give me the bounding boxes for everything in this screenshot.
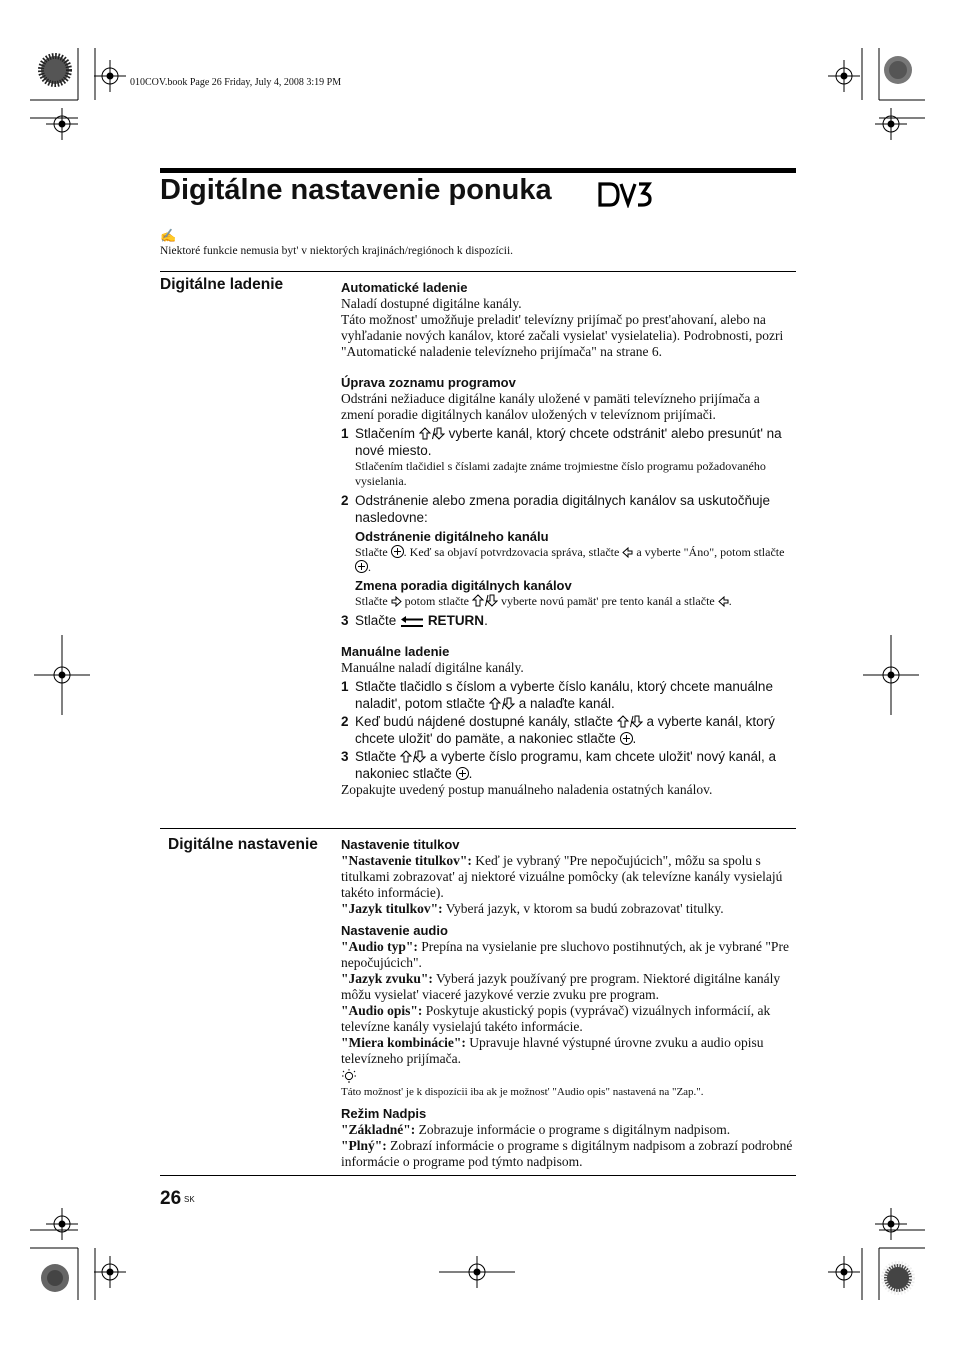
- tip-lightbulb-icon: [341, 1068, 357, 1085]
- tip-text: Táto možnost' je k dispozícii iba ak je možnost' "Audio opis" nastavená na "Zap.".: [341, 1086, 704, 1098]
- edit-step-1-note: Stlačením tlačidiel s číslami zadajte známe trojmiestne číslo programu požadovaného vysielania.: [355, 459, 766, 488]
- caption-mode-item-1: "Základné": Zobrazuje informácie o programe s digitálnym nadpisom.: [341, 1122, 731, 1137]
- ok-button-icon: [620, 732, 633, 745]
- caption-mode-item-2: "Plný": Zobrazí informácie o programe s digitálnym nadpisom a zobrazí podrobné informácie o programe pod týmto nadpisom.: [341, 1138, 793, 1169]
- left-arrow-icon: [622, 547, 633, 558]
- left-arrow-icon: [718, 596, 729, 607]
- ok-button-icon: [456, 767, 469, 780]
- print-header-line: 010COV.book Page 26 Friday, July 4, 2008 3:19 PM: [130, 77, 342, 88]
- up-down-arrow-icon: [419, 427, 445, 440]
- manual-step-2: 2 Keď budú nájdené dostupné kanály, stlačte a vyberte kanál, ktorý chcete uložit' do pamäte, a nakoniec stlačte .: [341, 714, 775, 746]
- auto-tuning-para: Táto možnost' umožňuje preladit' televízny prijímač po prest'ahovaní, alebo na vyhľadanie nových kanálov, ktoré začali vysielat' vysielatelia). Podrobnosti, pozri "Automatické naladenie televízneho prijímača" na strane 6.: [341, 312, 784, 359]
- remove-channel-text: Stlačte . Keď sa objaví potvrdzovacia správa, stlačte a vyberte "Áno", potom stlačte .: [355, 545, 785, 574]
- right-arrow-icon: [391, 596, 402, 607]
- up-down-arrow-icon: [400, 750, 426, 763]
- divider: [160, 271, 796, 272]
- audio-setup-title: Nastavenie audio: [341, 923, 448, 938]
- audio-setup-item-3: "Audio opis": Poskytuje akustický popis (vyprávač) vizuálnych informácií, ak televízne kanály vysielajú takéto informácie.: [341, 1003, 771, 1034]
- section-heading-digital-tuning: Digitálne ladenie: [160, 276, 284, 293]
- ok-button-icon: [355, 560, 368, 573]
- subtitle-setup-item-1: "Nastavenie titulkov": Keď je vybraný "Pre nepočujúcich", môžu sa spolu s titulkami zobrazovat' aj niektoré vizuálne pomôcky (ak televízne kanály vysielajú takéto informácie).: [341, 853, 783, 900]
- manual-tuning-footer: Zopakujte uvedený postup manuálneho naladenia ostatných kanálov.: [341, 782, 713, 797]
- page-language-code: SK: [184, 1195, 195, 1204]
- edit-list-title: Úprava zoznamu programov: [341, 375, 516, 390]
- section-heading-digital-setup: Digitálne nastavenie: [168, 836, 318, 853]
- reorder-channel-text: Stlačte potom stlačte vyberte novú pamät' pre tento kanál a stlačte .: [355, 594, 732, 608]
- note-pencil-icon: ✍: [160, 228, 177, 243]
- edit-step-2: 2 Odstránenie alebo zmena poradia digitálnych kanálov sa uskutočňuje nasledovne:: [341, 493, 771, 525]
- up-down-arrow-icon: [489, 697, 515, 710]
- audio-setup-item-1: "Audio typ": Prepína na vysielanie pre sluchovo postihnutých, ak je vybrané "Pre nepočujúcich".: [341, 939, 789, 970]
- remove-channel-title: Odstránenie digitálneho kanálu: [355, 529, 549, 544]
- title-bar: [160, 168, 796, 173]
- edit-step-1: 1 Stlačením vyberte kanál, ktorý chcete odstránit' alebo presunút' na nové miesto.: [341, 426, 782, 458]
- audio-setup-item-2: "Jazyk zvuku": Vyberá jazyk používaný pre program. Niektoré digitálne kanály môžu vysielat' viaceré jazykové verzie zvuku pre program.: [341, 971, 781, 1002]
- edit-list-para: Odstráni nežiaduce digitálne kanály uložené v pamäti televízneho prijímača a zmení poradie digitálnych kanálov uložených v televíznom prijímači.: [341, 391, 760, 422]
- subtitle-setup-title: Nastavenie titulkov: [341, 837, 460, 852]
- reorder-channel-title: Zmena poradia digitálnych kanálov: [355, 578, 572, 593]
- page-number: 26: [160, 1188, 182, 1209]
- digital-tuning-content: [341, 279, 796, 798]
- page-title: Digitálne nastavenie ponuka: [160, 174, 552, 206]
- manual-step-1: 1 Stlačte tlačidlo s číslom a vyberte číslo kanálu, ktorý chcete manuálne naladit', potom stlačte a nalaďte kanál.: [341, 679, 773, 711]
- audio-setup-item-4: "Miera kombinácie": Upravuje hlavné výstupné úrovne zvuku a audio opisu televízneho prijímača.: [341, 1035, 764, 1066]
- auto-tuning-line: Naladí dostupné digitálne kanály.: [341, 296, 522, 311]
- manual-tuning-title: Manuálne ladenie: [341, 644, 450, 659]
- caption-mode-title: Režim Nadpis: [341, 1106, 427, 1121]
- divider: [160, 828, 796, 829]
- up-down-arrow-icon: [472, 594, 498, 607]
- ok-button-icon: [391, 545, 404, 558]
- dvb-logo-icon: [597, 181, 653, 208]
- manual-step-3: 3 Stlačte a vyberte číslo programu, kam chcete uložit' nový kanál, a nakoniec stlačte .: [341, 749, 777, 781]
- subtitle-setup-item-2: "Jazyk titulkov": Vyberá jazyk, v ktorom sa budú zobrazovat' titulky.: [341, 901, 724, 916]
- footer-divider: [160, 1175, 796, 1176]
- return-arrow-icon: [400, 615, 424, 627]
- manual-tuning-line: Manuálne naladí digitálne kanály.: [341, 660, 524, 675]
- up-down-arrow-icon: [617, 715, 643, 728]
- digital-setup-content: [341, 836, 796, 1170]
- edit-step-3: 3 Stlačte RETURN.: [341, 613, 488, 628]
- availability-note: Niektoré funkcie nemusia byt' v niektorých krajinách/regiónoch k dispozícii.: [160, 245, 514, 257]
- auto-tuning-title: Automatické ladenie: [341, 280, 468, 295]
